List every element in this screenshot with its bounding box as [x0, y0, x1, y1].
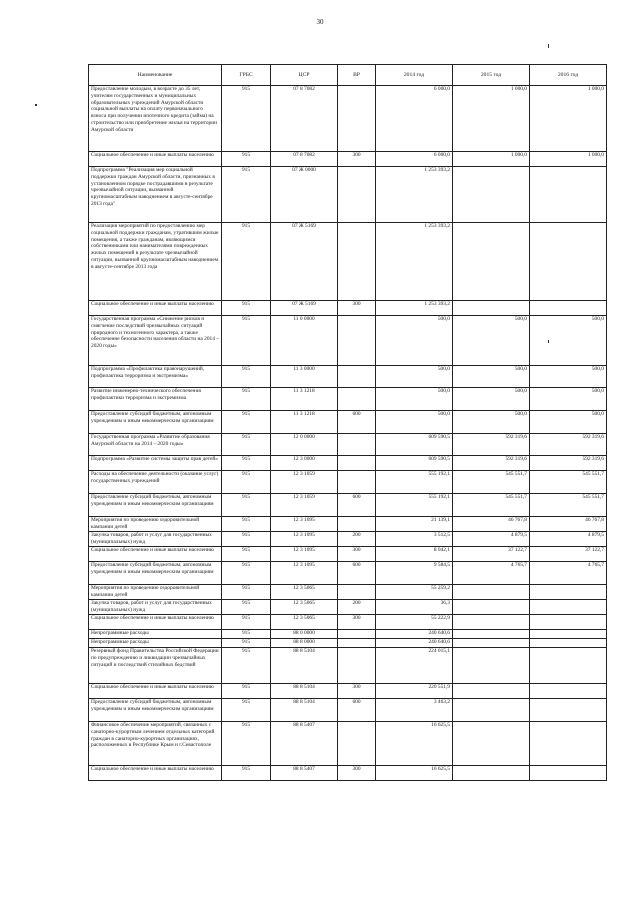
cell-name: Резервный фонд Правительства Российской Федерации по предупреждению и ликвидации чрезвычайных ситуаций и последствий стихийных бедствий	[89, 648, 222, 684]
cell-2016	[530, 615, 607, 630]
cell-2016	[530, 301, 607, 316]
cell-2016	[530, 722, 607, 766]
cell-2014: 555 192,1	[376, 494, 453, 517]
scan-speck	[35, 104, 37, 106]
cell-2015	[453, 639, 530, 648]
cell-2016	[530, 167, 607, 223]
cell-csr: 11 3 1218	[271, 411, 338, 434]
cell-2015: 545 551,7	[453, 471, 530, 494]
cell-grbs: 915	[222, 494, 271, 517]
cell-name: Государственная программа «Снижение рисков и смягчение последствий чрезвычайных ситуаций природного и техногенного характера, а также обеспечение безопасности населения области на 2014 – 2020 годы»	[89, 316, 222, 366]
cell-2015	[453, 615, 530, 630]
table-header-row	[89, 65, 607, 86]
cell-name: Непрограммные расходы	[89, 639, 222, 648]
cell-vr	[338, 434, 376, 456]
cell-csr: 12 3 1095	[271, 562, 338, 585]
cell-2016: 500,0	[530, 411, 607, 434]
table-row	[89, 223, 607, 301]
column-header-2014: 2014 год	[376, 65, 453, 86]
cell-vr: 600	[338, 494, 376, 517]
cell-2015: 4 879,5	[453, 532, 530, 547]
table-row	[89, 585, 607, 600]
table-body	[89, 86, 607, 781]
table-row	[89, 766, 607, 781]
cell-csr: 88 8 0000	[271, 639, 338, 648]
column-header-name: Наименование	[89, 65, 222, 86]
page-number: 30	[316, 18, 324, 26]
cell-2015: 1 000,0	[453, 152, 530, 167]
cell-csr: 12 0 0000	[271, 434, 338, 456]
cell-2015	[453, 585, 530, 600]
cell-csr: 12 3 5065	[271, 615, 338, 630]
cell-2016	[530, 648, 607, 684]
cell-2014: 240 640,6	[376, 630, 453, 639]
cell-grbs: 915	[222, 600, 271, 615]
cell-vr: 600	[338, 562, 376, 585]
cell-grbs: 915	[222, 630, 271, 639]
cell-2016	[530, 699, 607, 722]
cell-vr	[338, 517, 376, 532]
cell-csr: 11 3 0000	[271, 366, 338, 388]
table-row	[89, 316, 607, 366]
cell-2016: 592 319,6	[530, 434, 607, 456]
cell-csr: 88 0 0000	[271, 630, 338, 639]
table-row	[89, 684, 607, 699]
cell-2015: 37 122,7	[453, 547, 530, 562]
cell-2014: 220 551,9	[376, 684, 453, 699]
cell-2016	[530, 600, 607, 615]
cell-name: Подпрограмма «Профилактика правонарушений, профилактика терроризма и экстремизма»	[89, 366, 222, 388]
cell-grbs: 915	[222, 471, 271, 494]
cell-2014: 224 015,1	[376, 648, 453, 684]
cell-vr: 300	[338, 301, 376, 316]
cell-2015	[453, 648, 530, 684]
cell-2016: 500,0	[530, 388, 607, 411]
cell-grbs: 915	[222, 152, 271, 167]
table-row	[89, 547, 607, 562]
cell-name: Мероприятия по проведению оздоровительной кампании детей	[89, 517, 222, 532]
cell-2015: 500,0	[453, 316, 530, 366]
cell-csr: 88 8 5104	[271, 648, 338, 684]
cell-2014: 21 139,1	[376, 517, 453, 532]
cell-2016: 592 319,6	[530, 456, 607, 471]
column-header-2016: 2016 год	[530, 65, 607, 86]
cell-grbs: 915	[222, 223, 271, 301]
cell-name: Расходы на обеспечение деятельности (оказание услуг) государственных учреждений	[89, 471, 222, 494]
cell-grbs: 915	[222, 699, 271, 722]
cell-grbs: 915	[222, 547, 271, 562]
cell-2014: 6 000,0	[376, 86, 453, 152]
cell-grbs: 915	[222, 366, 271, 388]
cell-name: Предоставление субсидий бюджетным, автономным учреждениям и иным некоммерческим организациям	[89, 411, 222, 434]
cell-name: Финансовое обеспечение мероприятий, связанных с санаторно-курортным лечением отдельных категорий граждан в санаторно-курортных организациях, расположенных в Республике Крым и г.Севастополе	[89, 722, 222, 766]
column-header-csr: ЦСР	[271, 65, 338, 86]
cell-2015	[453, 600, 530, 615]
cell-2014: 3 512,5	[376, 532, 453, 547]
cell-vr: 300	[338, 684, 376, 699]
table-row	[89, 517, 607, 532]
cell-2015: 500,0	[453, 388, 530, 411]
cell-2016: 500,0	[530, 316, 607, 366]
cell-2016: 4 879,5	[530, 532, 607, 547]
cell-2016	[530, 585, 607, 600]
cell-csr: 12 3 5065	[271, 585, 338, 600]
cell-2015: 500,0	[453, 366, 530, 388]
cell-grbs: 915	[222, 684, 271, 699]
cell-2016: 1 000,0	[530, 152, 607, 167]
cell-name: Социальное обеспечение и иные выплаты населению	[89, 684, 222, 699]
cell-grbs: 915	[222, 562, 271, 585]
cell-grbs: 915	[222, 615, 271, 630]
cell-2016: 545 551,7	[530, 471, 607, 494]
cell-csr: 07 8 7082	[271, 86, 338, 152]
cell-2015	[453, 630, 530, 639]
cell-2016: 1 000,0	[530, 86, 607, 152]
cell-csr: 12 3 5065	[271, 600, 338, 615]
cell-2014: 609 590,5	[376, 456, 453, 471]
cell-vr	[338, 471, 376, 494]
cell-grbs: 915	[222, 722, 271, 766]
cell-grbs: 915	[222, 167, 271, 223]
cell-csr: 07 Ж 0000	[271, 167, 338, 223]
table-row	[89, 471, 607, 494]
cell-grbs: 915	[222, 456, 271, 471]
cell-2016: 46 767,8	[530, 517, 607, 532]
cell-2014: 9 584,5	[376, 562, 453, 585]
cell-vr	[338, 630, 376, 639]
cell-2015: 592 319,6	[453, 434, 530, 456]
cell-name: Предоставление субсидий бюджетным, автономным учреждениям и иным некоммерческим организациям	[89, 494, 222, 517]
cell-name: Предоставление субсидий бюджетным, автономным учреждениям и иным некоммерческим организациям	[89, 699, 222, 722]
cell-2015: 4 765,7	[453, 562, 530, 585]
cell-2015	[453, 167, 530, 223]
cell-name: Подпрограмма "Реализация мер социальной поддержки граждан Амурской области, признанных в установленном порядке пострадавшими в результате чрезвычайной ситуации, вызванной крупномасштабным наводнением в августе-сентябре 2013 года"	[89, 167, 222, 223]
table-row	[89, 301, 607, 316]
cell-2014: 1 253 393,2	[376, 223, 453, 301]
cell-vr	[338, 223, 376, 301]
table-row	[89, 388, 607, 411]
table-row	[89, 600, 607, 615]
cell-vr: 300	[338, 547, 376, 562]
cell-name: Социальное обеспечение и иные выплаты населению	[89, 301, 222, 316]
table-row	[89, 722, 607, 766]
cell-grbs: 915	[222, 532, 271, 547]
cell-name: Закупка товаров, работ и услуг для государственных (муниципальных) нужд	[89, 532, 222, 547]
cell-grbs: 915	[222, 585, 271, 600]
cell-2015: 500,0	[453, 411, 530, 434]
table-row	[89, 411, 607, 434]
table-row	[89, 562, 607, 585]
cell-2016	[530, 684, 607, 699]
cell-vr	[338, 639, 376, 648]
table-row	[89, 648, 607, 684]
cell-2016	[530, 766, 607, 781]
cell-2016	[530, 639, 607, 648]
cell-vr	[338, 648, 376, 684]
cell-2014: 1 253 393,2	[376, 167, 453, 223]
cell-name: Предоставление молодым, в возрасте до 35 лет, учителям государственных и муниципальных образовательных учреждений Амурской области социальной выплаты на оплату первоначального взноса при получении ипотечного кредита (займа) на строительство или приобретение жилья на территории Амурской области	[89, 86, 222, 152]
cell-grbs: 915	[222, 388, 271, 411]
table-row	[89, 699, 607, 722]
cell-2016: 4 765,7	[530, 562, 607, 585]
cell-csr: 12 3 1095	[271, 532, 338, 547]
table-row	[89, 434, 607, 456]
cell-name: Государственная программа «Развитие образования Амурской области на 2014 – 2020 годы»	[89, 434, 222, 456]
cell-2014: 16 625,5	[376, 722, 453, 766]
cell-2015: 1 000,0	[453, 86, 530, 152]
table-row	[89, 152, 607, 167]
cell-name: Социальное обеспечение и иные выплаты населению	[89, 152, 222, 167]
cell-csr: 07 Ж 5169	[271, 223, 338, 301]
cell-csr: 12 3 1059	[271, 494, 338, 517]
table-row	[89, 639, 607, 648]
cell-csr: 88 8 5407	[271, 722, 338, 766]
cell-2015	[453, 766, 530, 781]
cell-vr: 300	[338, 615, 376, 630]
cell-csr: 88 8 5104	[271, 684, 338, 699]
cell-name: Социальное обеспечение и иные выплаты населению	[89, 615, 222, 630]
table-row	[89, 630, 607, 639]
cell-2014: 609 590,5	[376, 434, 453, 456]
budget-table	[88, 64, 607, 781]
cell-name: Подпрограмма «Развитие системы защиты прав детей»	[89, 456, 222, 471]
table-row	[89, 456, 607, 471]
cell-2015	[453, 301, 530, 316]
cell-csr: 12 3 1095	[271, 517, 338, 532]
cell-2015	[453, 699, 530, 722]
cell-csr: 11 3 1218	[271, 388, 338, 411]
cell-csr: 12 3 0000	[271, 456, 338, 471]
cell-2014: 55 222,9	[376, 615, 453, 630]
cell-vr	[338, 366, 376, 388]
cell-grbs: 915	[222, 316, 271, 366]
cell-2014: 1 253 393,2	[376, 301, 453, 316]
cell-2014: 16 625,5	[376, 766, 453, 781]
cell-csr: 88 8 5407	[271, 766, 338, 781]
cell-2015	[453, 684, 530, 699]
cell-name: Предоставление субсидий бюджетным, автономным учреждениям и иным некоммерческим организациям	[89, 562, 222, 585]
cell-2014: 555 192,1	[376, 471, 453, 494]
cell-2014: 36,3	[376, 600, 453, 615]
cell-2015: 46 767,8	[453, 517, 530, 532]
cell-grbs: 915	[222, 639, 271, 648]
cell-name: Социальное обеспечение и иные выплаты населению	[89, 766, 222, 781]
cell-vr	[338, 388, 376, 411]
cell-vr: 300	[338, 152, 376, 167]
cell-2014: 3 463,2	[376, 699, 453, 722]
cell-2015: 592 319,6	[453, 456, 530, 471]
cell-2016: 500,0	[530, 366, 607, 388]
scan-speck	[548, 44, 549, 48]
table-row	[89, 494, 607, 517]
cell-2014: 240 640,6	[376, 639, 453, 648]
cell-vr	[338, 722, 376, 766]
cell-vr: 300	[338, 766, 376, 781]
cell-2016: 37 122,7	[530, 547, 607, 562]
cell-grbs: 915	[222, 648, 271, 684]
cell-name: Социальное обеспечение и иные выплаты населению	[89, 547, 222, 562]
cell-2014: 500,0	[376, 388, 453, 411]
cell-csr: 88 8 5104	[271, 699, 338, 722]
table-row	[89, 532, 607, 547]
cell-2016	[530, 630, 607, 639]
cell-vr	[338, 456, 376, 471]
cell-2015	[453, 223, 530, 301]
cell-2014: 6 000,0	[376, 152, 453, 167]
cell-vr	[338, 316, 376, 366]
cell-2016: 545 551,7	[530, 494, 607, 517]
cell-name: Непрограммные расходы	[89, 630, 222, 639]
cell-name: Реализация мероприятий по предоставлению мер социальной поддержки гражданам, утратившим жилые помещения, а также гражданам, являющимся собственниками или нанимателями поврежденных жилых помещений в результате чрезвычайной ситуации, вызванной крупномасштабным наводнением в августе-сентябре 2013 года	[89, 223, 222, 301]
cell-vr	[338, 86, 376, 152]
column-header-grbs: ГРБС	[222, 65, 271, 86]
cell-vr	[338, 585, 376, 600]
cell-2014: 500,0	[376, 316, 453, 366]
cell-csr: 11 0 0000	[271, 316, 338, 366]
cell-2015: 545 551,7	[453, 494, 530, 517]
table-row	[89, 615, 607, 630]
cell-2014: 55 259,2	[376, 585, 453, 600]
cell-grbs: 915	[222, 766, 271, 781]
cell-name: Закупка товаров, работ и услуг для государственных (муниципальных) нужд	[89, 600, 222, 615]
cell-csr: 07 8 7082	[271, 152, 338, 167]
cell-grbs: 915	[222, 86, 271, 152]
cell-grbs: 915	[222, 517, 271, 532]
cell-2014: 500,0	[376, 366, 453, 388]
cell-vr: 600	[338, 411, 376, 434]
cell-grbs: 915	[222, 434, 271, 456]
column-header-2015: 2015 год	[453, 65, 530, 86]
cell-csr: 12 3 1095	[271, 547, 338, 562]
table-row	[89, 86, 607, 152]
table-row	[89, 366, 607, 388]
cell-vr: 600	[338, 699, 376, 722]
cell-name: Развитие инженерно-технического обеспечения профилактики терроризма и экстремизма	[89, 388, 222, 411]
cell-csr: 07 Ж 5169	[271, 301, 338, 316]
cell-grbs: 915	[222, 411, 271, 434]
cell-vr: 200	[338, 600, 376, 615]
cell-grbs: 915	[222, 301, 271, 316]
cell-csr: 12 3 1059	[271, 471, 338, 494]
cell-2016	[530, 223, 607, 301]
cell-vr	[338, 167, 376, 223]
cell-vr: 200	[338, 532, 376, 547]
cell-2014: 500,0	[376, 411, 453, 434]
column-header-vr: ВР	[338, 65, 376, 86]
table-row	[89, 167, 607, 223]
cell-2015	[453, 722, 530, 766]
cell-2014: 8 042,1	[376, 547, 453, 562]
cell-name: Мероприятия по проведению оздоровительной кампании детей	[89, 585, 222, 600]
